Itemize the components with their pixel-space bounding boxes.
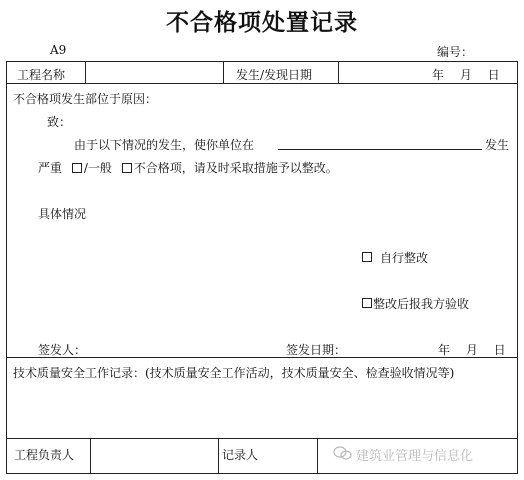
number-label: 编号：	[437, 45, 474, 59]
signer-label: 签发人：	[38, 343, 87, 357]
severity-suffix: 不合格项，请及时采取措施予以整改。	[133, 161, 338, 175]
checkbox-report-fix[interactable]	[362, 298, 372, 308]
sentence-start: 由于以下情况的发生，使你单位在	[74, 138, 255, 152]
unit-location-blank[interactable]	[278, 149, 482, 150]
wechat-icon	[333, 446, 353, 460]
severity-line	[38, 159, 338, 176]
project-name-label: 工程名称	[17, 68, 66, 82]
footer-divider-2	[218, 438, 219, 473]
form-title: 不合格项处置记录	[166, 10, 358, 36]
table-border-right	[517, 61, 518, 474]
severity-mid: /一般	[83, 161, 112, 175]
record-section-label: 技术质量安全工作记录：(技术质量安全工作活动，技术质量安全、检查验收情况等)	[13, 366, 455, 380]
watermark-text: 建筑业管理与信息化	[356, 449, 474, 464]
recorder-label: 记录人	[222, 448, 259, 462]
location-reason-label: 不合格项发生部位于原因：	[13, 92, 158, 106]
occurrence-date-value[interactable]: 年 月 日	[432, 68, 500, 82]
details-label: 具体情况	[38, 207, 87, 221]
severity-prefix: 严重	[38, 161, 63, 175]
footer-divider-3	[317, 438, 318, 473]
footer-row-divider	[6, 438, 518, 439]
header-row-divider	[6, 83, 518, 84]
to-label: 致：	[47, 115, 72, 129]
option-report-fix-label: 整改后报我方验收	[373, 297, 470, 311]
occurrence-date-label: 发生/发现日期	[236, 68, 313, 82]
sign-date-value[interactable]: 年 月 日	[438, 343, 506, 357]
header-divider-3	[338, 61, 339, 83]
form-code: A9	[50, 43, 67, 57]
sign-date-label: 签发日期：	[286, 343, 347, 357]
checkbox-general[interactable]	[122, 163, 132, 173]
project-lead-label: 工程负责人	[14, 448, 75, 462]
record-section-field[interactable]	[7, 380, 517, 437]
table-border-top	[6, 61, 518, 62]
sentence-end: 发生	[485, 138, 510, 152]
project-lead-field[interactable]	[91, 439, 217, 473]
table-border-bottom	[6, 473, 518, 474]
header-divider-2	[223, 61, 224, 83]
checkbox-serious[interactable]	[72, 163, 82, 173]
option-self-fix-label: 自行整改	[380, 251, 429, 265]
checkbox-self-fix[interactable]	[362, 252, 372, 262]
project-name-field[interactable]	[86, 62, 222, 83]
